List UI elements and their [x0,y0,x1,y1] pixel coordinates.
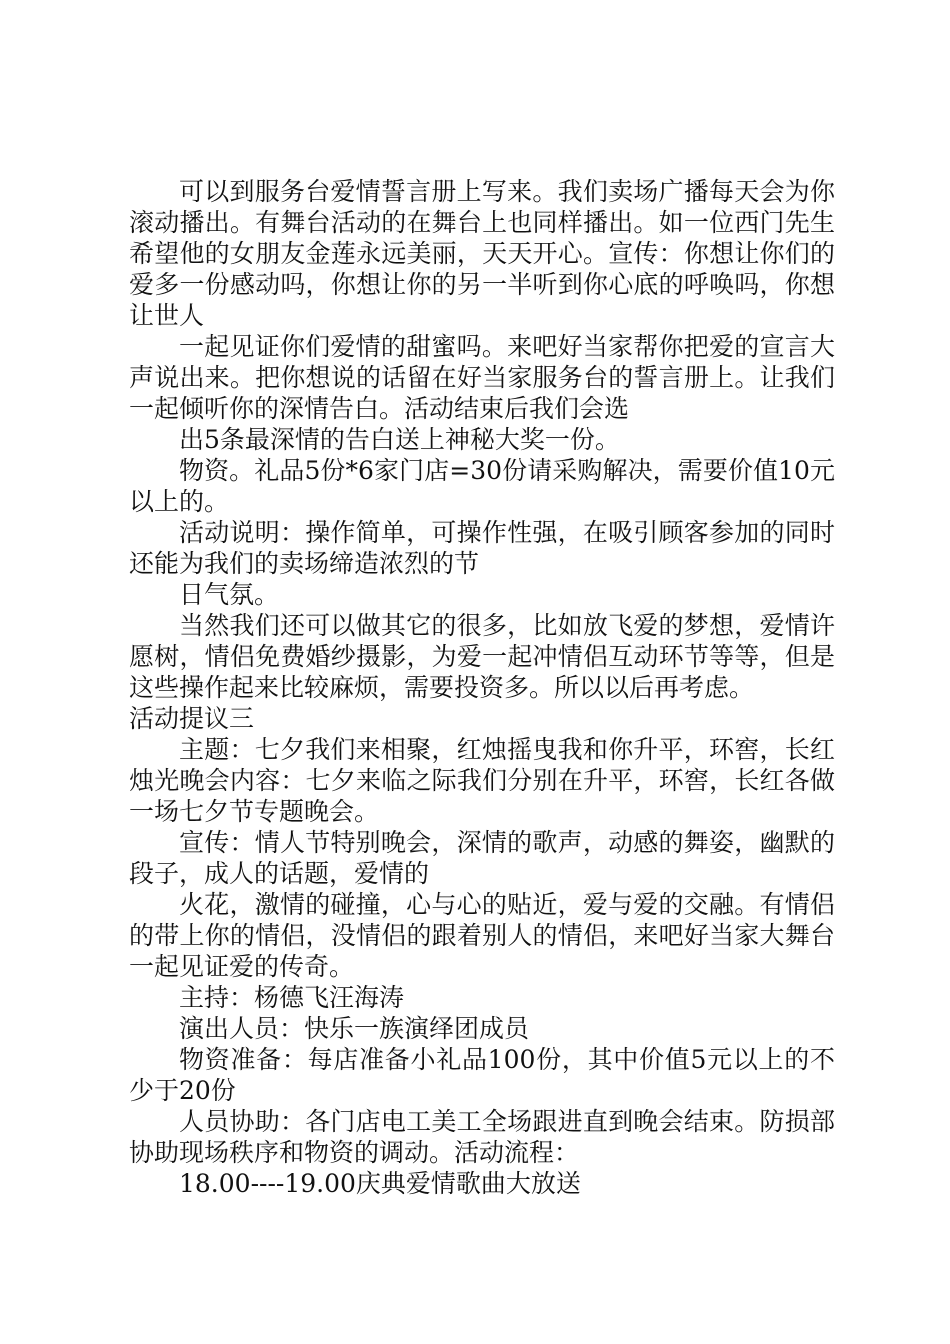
paragraph-6: 日气氛。 [179,580,280,609]
paragraph-7: 当然我们还可以做其它的很多，比如放飞爱的梦想，爱情许愿树，情侣免费婚纱摄影，为爱一起冲情侣互动环节等等，但是这些操作起来比较麻烦，需要投资多。所以以后再考虑。 [129,611,835,702]
document-body [129,176,835,1199]
paragraph-staff: 人员协助：各门店电工美工全场跟进直到晚会结束。防损部协助现场秩序和物资的调动。活动流程： [129,1107,835,1167]
paragraph-performers: 演出人员：快乐一族演绎团成员 [179,1014,530,1043]
paragraph-5: 活动说明：操作简单，可操作性强，在吸引顾客参加的同时还能为我们的卖场缔造浓烈的节 [129,518,835,578]
section-heading: 活动提议三 [129,704,255,733]
paragraph-1: 可以到服务台爱情誓言册上写来。我们卖场广播每天会为你滚动播出。有舞台活动的在舞台上也同样播出。如一位西门先生希望他的女朋友金莲永远美丽，天天开心。宣传：你想让你们的爱多一份感动吗，你想让你的另一半听到你心底的呼唤吗，你想让世人 [129,177,835,330]
paragraph-2: 一起见证你们爱情的甜蜜吗。来吧好当家帮你把爱的宣言大声说出来。把你想说的话留在好当家服务台的誓言册上。让我们一起倾听你的深情告白。活动结束后我们会选 [129,332,835,423]
paragraph-promo-cont: 火花，激情的碰撞，心与心的贴近，爱与爱的交融。有情侣的带上你的情侣，没情侣的跟着别人的情侣，来吧好当家大舞台一起见证爱的传奇。 [129,890,835,981]
paragraph-promo: 宣传：情人节特别晚会，深情的歌声，动感的舞姿，幽默的段子，成人的话题，爱情的 [129,828,835,888]
paragraph-4: 物资。礼品5份*6家门店=30份请采购解决，需要价值10元以上的。 [129,456,835,516]
paragraph-supplies: 物资准备：每店准备小礼品100份，其中价值5元以上的不少于20份 [129,1045,835,1105]
paragraph-host: 主持：杨德飞汪海涛 [179,983,405,1012]
paragraph-schedule: 18.00----19.00庆典爱情歌曲大放送 [179,1169,581,1198]
paragraph-theme: 主题：七夕我们来相聚，红烛摇曳我和你升平，环窖，长红烛光晚会内容：七夕来临之际我们分别在升平，环窖，长红各做一场七夕节专题晚会。 [129,735,835,826]
paragraph-3: 出5条最深情的告白送上神秘大奖一份。 [179,425,620,454]
